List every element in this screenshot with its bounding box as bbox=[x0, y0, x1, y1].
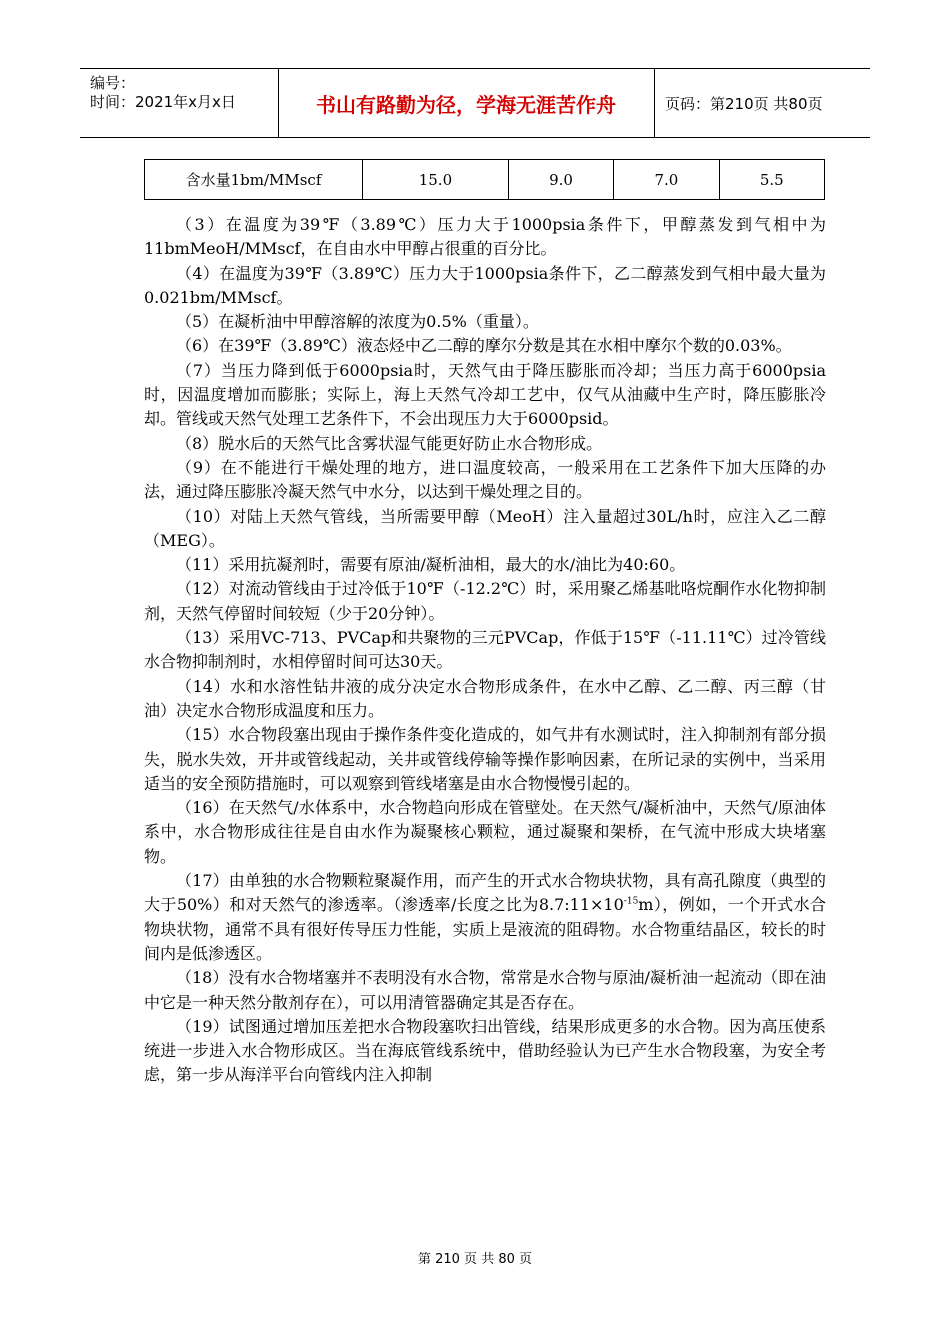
paragraph: （10）对陆上天然气管线，当所需要甲醇（MeoH）注入量超过30L/h时，应注入乙二醇（MEG）。 bbox=[144, 506, 826, 550]
paragraph: （12）对流动管线由于过冷低于10℉（-12.2℃）时，采用聚乙烯基吡咯烷酮作水化物抑制剂，天然气停留时间较短（少于20分钟）。 bbox=[144, 579, 826, 623]
body-text bbox=[144, 213, 826, 1088]
paragraph: （4）在温度为39℉（3.89℃）压力大于1000psia条件下，乙二醇蒸发到气相中最大量为0.021bm/MMscf。 bbox=[144, 263, 826, 307]
paragraph: （13）采用VC-713、PVCap和共聚物的三元PVCap，作低于15℉（-11.11℃）过冷管线水合物抑制剂时，水相停留时间可达30天。 bbox=[144, 628, 826, 672]
paragraph: （11）采用抗凝剂时，需要有原油/凝析油相，最大的水/油比为40:60。 bbox=[176, 555, 686, 575]
page-header bbox=[80, 68, 870, 138]
table-row bbox=[145, 160, 825, 200]
paragraph: （7）当压力降到低于6000psia时，天然气由于降压膨胀而冷却；当压力高于6000psia时，因温度增加而膨胀；实际上，海上天然气冷却工艺中，仅气从油藏中生产时，降压膨胀冷却。管线或天然气处理工艺条件下，不会出现压力大于6000psid。 bbox=[144, 360, 826, 429]
header-page-code: 页码：第210页 共80页 bbox=[665, 94, 823, 113]
paragraph-17 bbox=[144, 869, 826, 966]
paragraph: （8）脱水后的天然气比含雾状湿气能更好防止水合物形成。 bbox=[176, 433, 603, 453]
table-cell-label: 含水量1bm/MMscf bbox=[145, 160, 363, 200]
table-cell: 15.0 bbox=[363, 160, 509, 200]
p17-after: m），例如，一个开式水合物块状物，通常不具有很好传导压力性能，实质上是液流的阻碍物。水合物重结晶区，较长的时间内是低渗透区。 bbox=[144, 895, 826, 963]
header-motto: 书山有路勤为径，学海无涯苦作舟 bbox=[278, 69, 655, 137]
paragraph: （18）没有水合物堵塞并不表明没有水合物，常常是水合物与原油/凝析油一起流动（即在油中它是一种天然分散剂存在），可以用清管器确定其是否存在。 bbox=[144, 968, 826, 1012]
table-cell: 9.0 bbox=[508, 160, 613, 200]
page-footer: 第 210 页 共 80 页 bbox=[417, 1252, 533, 1267]
paragraph: （3）在温度为39℉（3.89℃）压力大于1000psia条件下，甲醇蒸发到气相中为11bmMeoH/MMscf，在自由水中甲醇占很重的百分比。 bbox=[144, 215, 826, 259]
water-content-table bbox=[144, 159, 825, 200]
paragraph: （9）在不能进行干燥处理的地方，进口温度较高，一般采用在工艺条件下加大压降的办法，通过降压膨胀冷凝天然气中水分，以达到干燥处理之目的。 bbox=[144, 457, 826, 502]
table-cell: 7.0 bbox=[614, 160, 719, 200]
time-label: 时间：2021年x月x日 bbox=[90, 93, 236, 111]
paragraph: （14）水和水溶性钻井液的成分决定水合物形成条件，在水中乙醇、乙二醇、丙三醇（甘油）决定水合物形成温度和压力。 bbox=[144, 676, 826, 720]
number-label: 编号： bbox=[90, 74, 136, 92]
table-cell: 5.5 bbox=[719, 160, 824, 200]
paragraph: （16）在天然气/水体系中，水合物趋向形成在管壁处。在天然气/凝析油中，天然气/原油体系中，水合物形成往往是自由水作为凝聚核心颗粒，通过凝聚和架桥，在气流中形成大块堵塞物。 bbox=[144, 798, 826, 866]
paragraph: （5）在凝析油中甲醇溶解的浓度为0.5%（重量）。 bbox=[176, 312, 539, 332]
header-meta bbox=[80, 69, 279, 137]
paragraph: （6）在39℉（3.89℃）液态烃中乙二醇的摩尔分数是其在水相中摩尔个数的0.03%。 bbox=[176, 336, 792, 356]
paragraph: （15）水合物段塞出现由于操作条件变化造成的，如气井有水测试时，注入抑制剂有部分损失，脱水失效，开井或管线起动，关井或管线停输等操作影响因素，在所记录的实例中，当采用适当的安全预防措施时，可以观察到管线堵塞是由水合物慢慢引起的。 bbox=[144, 725, 826, 793]
p17-before: （17）由单独的水合物颗粒聚凝作用，而产生的开式水合物块状物，具有高孔隙度（典型的大于50%）和对天然气的渗透率。（渗透率/长度之比为8.7:11×10 bbox=[144, 871, 826, 915]
paragraph: （19）试图通过增加压差把水合物段塞吹扫出管线，结果形成更多的水合物。因为高压使系统进一步进入水合物形成区。当在海底管线系统中，借助经验认为已产生水合物段塞，为安全考虑，第一步从海洋平台向管线内注入抑制 bbox=[144, 1016, 826, 1085]
p17-exponent: -15 bbox=[623, 896, 639, 907]
